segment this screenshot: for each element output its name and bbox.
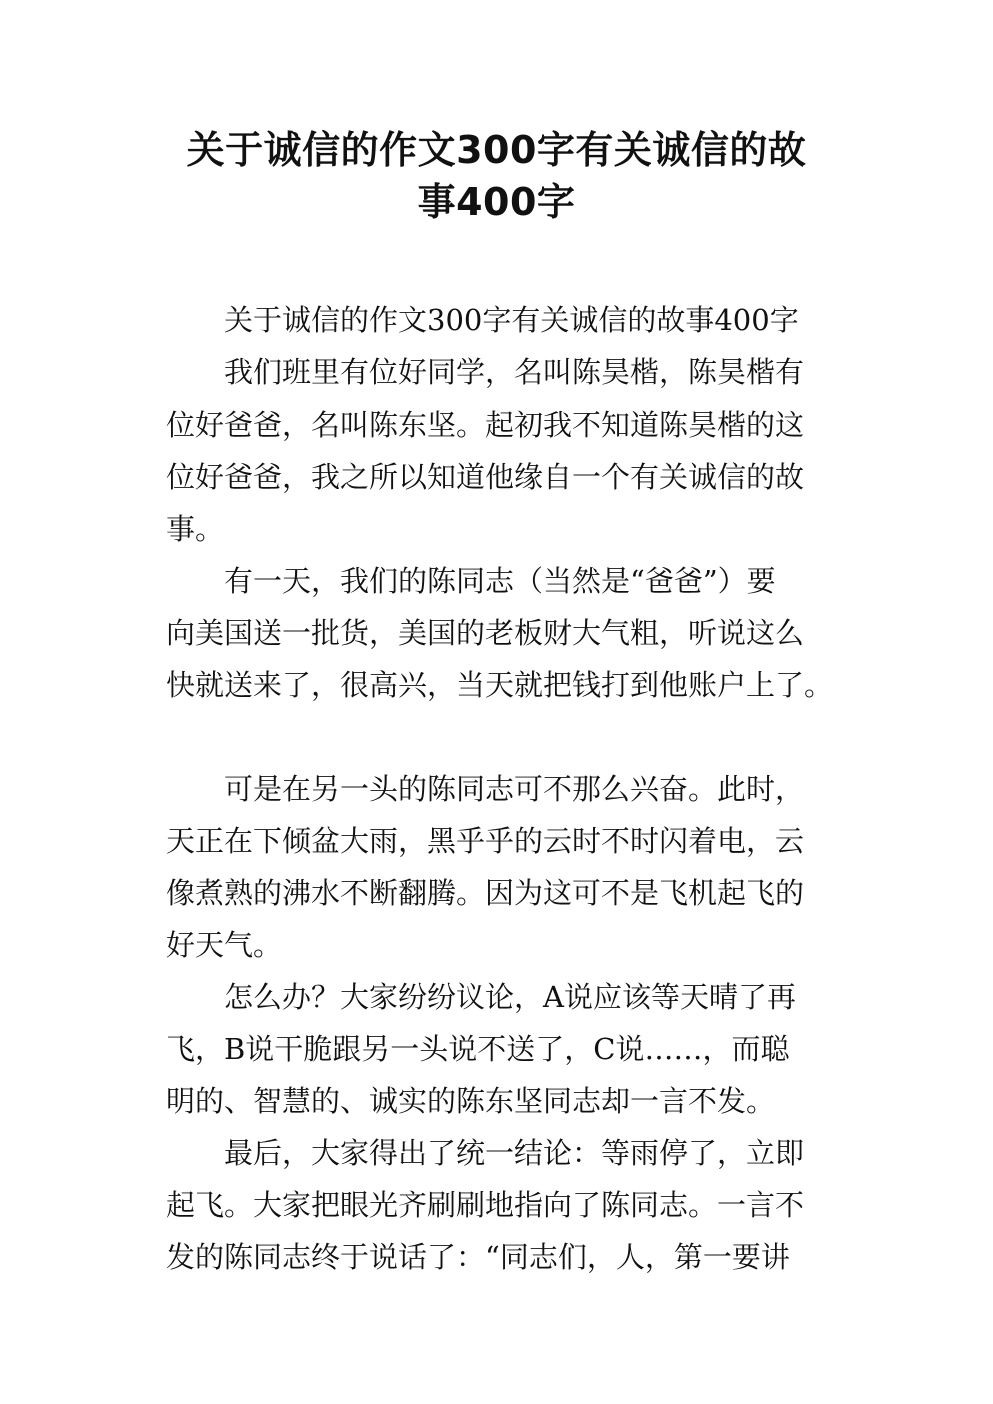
body-line: 位好爸爸，名叫陈东坚。起初我不知道陈昊楷的这	[166, 408, 805, 442]
body-line: 飞，B说干脆跟另一头说不送了，C说……，而聪	[166, 1032, 790, 1066]
body-line: 最后，大家得出了统一结论：等雨停了，立即	[224, 1136, 805, 1170]
body-line: 快就送来了，很高兴，当天就把钱打到他账户上了。	[166, 668, 834, 702]
body-line: 起飞。大家把眼光齐刷刷地指向了陈同志。一言不	[166, 1188, 805, 1222]
body-line: 明的、智慧的、诚实的陈东坚同志却一言不发。	[166, 1084, 776, 1118]
body-line: 我们班里有位好同学，名叫陈昊楷，陈昊楷有	[224, 355, 805, 389]
body-line: 关于诚信的作文300字有关诚信的故事400字	[224, 303, 799, 337]
body-line: 像煮熟的沸水不断翻腾。因为这可不是飞机起飞的	[166, 876, 805, 910]
body-line: 有一天，我们的陈同志（当然是“爸爸”）要	[224, 564, 776, 598]
body-line: 天正在下倾盆大雨，黑乎乎的云时不时闪着电，云	[166, 824, 805, 858]
body-line: 好天气。	[166, 928, 283, 962]
body-line: 怎么办？大家纷纷议论，A说应该等天晴了再	[224, 980, 796, 1014]
body-line: 发的陈同志终于说话了：“同志们，人，第一要讲	[166, 1240, 790, 1274]
body-line: 事。	[166, 512, 225, 546]
document-title-line-2: 事400字	[417, 180, 576, 224]
body-line: 向美国送一批货，美国的老板财大气粗，听说这么	[166, 616, 805, 650]
body-line: 可是在另一头的陈同志可不那么兴奋。此时，	[224, 772, 805, 806]
body-line: 位好爸爸，我之所以知道他缘自一个有关诚信的故	[166, 460, 805, 494]
document-title-line-1: 关于诚信的作文300字有关诚信的故	[186, 128, 807, 172]
